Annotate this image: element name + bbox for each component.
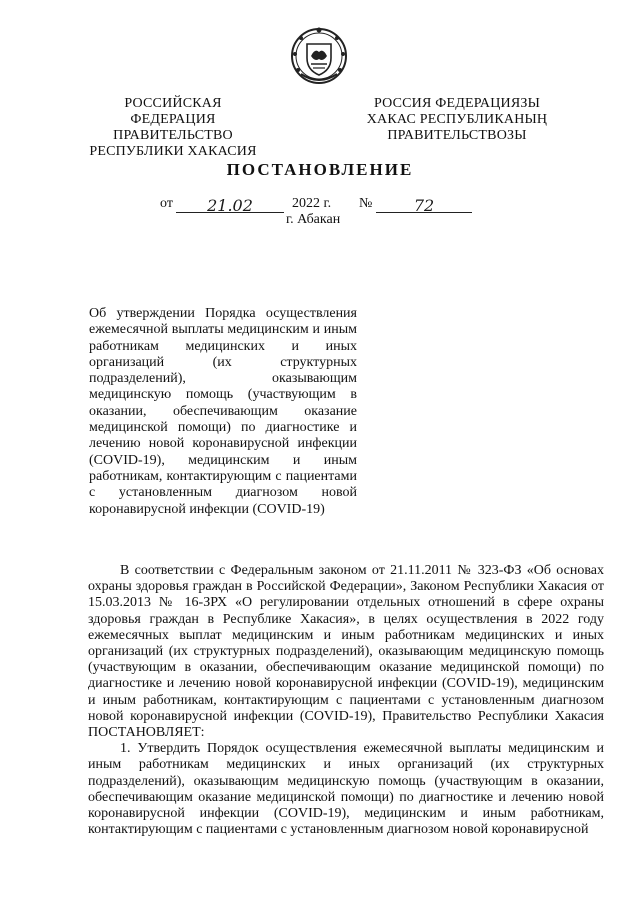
document-body [88,563,604,838]
coat-of-arms-emblem [287,22,351,86]
date-year: 2022 г. [292,196,332,211]
body-paragraph-2: 1. Утвердить Порядок осуществления ежемесячной выплаты медицинским и иным работникам медицинских и иных организаций (их структурных подразделений), оказывающим медицинскую помощь (участвующим в оказании, обеспечивающим оказание медицинской помощи) по диагностике и лечению новой коронавирусной инфекции (COVID-19), медицинским и иным работникам, контактирующим с пациентами с установленным диагнозом новой коронавирусной [88,741,604,838]
header-left-line-2: ПРАВИТЕЛЬСТВО [113,128,233,143]
header-russian [84,96,262,160]
number-handwritten-field: 72 [376,196,472,213]
body-paragraph-1: В соответствии с Федеральным законом от 21.11.2011 № 323-ФЗ «Об основах охраны здоровья граждан в Российской Федерации», Законом Республики Хакасия от 15.03.2013 № 16-ЗРХ «О регулировании отдельных отношений в сфере охраны здоровья граждан в Республике Хакасия», в целях осуществления в 2022 году ежемесячных выплат медицинским и иным работникам медицинских и иных организаций (их структурных подразделений), оказывающим медицинскую помощь (участвующим в оказании, обеспечивающим оказание медицинской помощи) по диагностике и лечению новой коронавирусной инфекции (COVID-19), медицинским и иным работникам, контактирующим с пациентами с установленным диагнозом новой коронавирусной инфекции (COVID-19), Правительство Республики Хакасия ПОСТАНОВЛЯЕТ: [88,563,604,741]
header-right-line-2: ХАКАС РЕСПУБЛИКАНЫҢ [366,112,548,127]
document-title: ПОСТАНОВЛЕНИЕ [226,160,414,179]
date-prefix: от [160,196,173,211]
header-right-line-3: ПРАВИТЕЛЬСТВОЗЫ [387,128,527,143]
city-label: г. Абакан [286,212,341,227]
header-khakas [362,96,552,144]
document-subject: Об утверждении Порядка осуществления ежемесячной выплаты медицинским и иным работникам медицинских и иных организаций (их структурных подразделений), оказывающим медицинскую помощь (участвующим в оказании, обеспечивающим оказание медицинской помощи) по диагностике и лечению новой коронавирусной инфекции (COVID-19), медицинским и иным работникам, контактирующим с пациентами с установленным диагнозом новой коронавирусной инфекции (COVID-19) [89,306,357,517]
header-right-line-1: РОССИЯ ФЕДЕРАЦИЯЗЫ [373,96,541,111]
date-handwritten-field: 21.02 [176,196,284,213]
header-left-line-1: РОССИЙСКАЯ ФЕДЕРАЦИЯ [124,96,222,127]
number-label: № [359,196,373,211]
header-left-line-3: РЕСПУБЛИКИ ХАКАСИЯ [89,144,257,159]
